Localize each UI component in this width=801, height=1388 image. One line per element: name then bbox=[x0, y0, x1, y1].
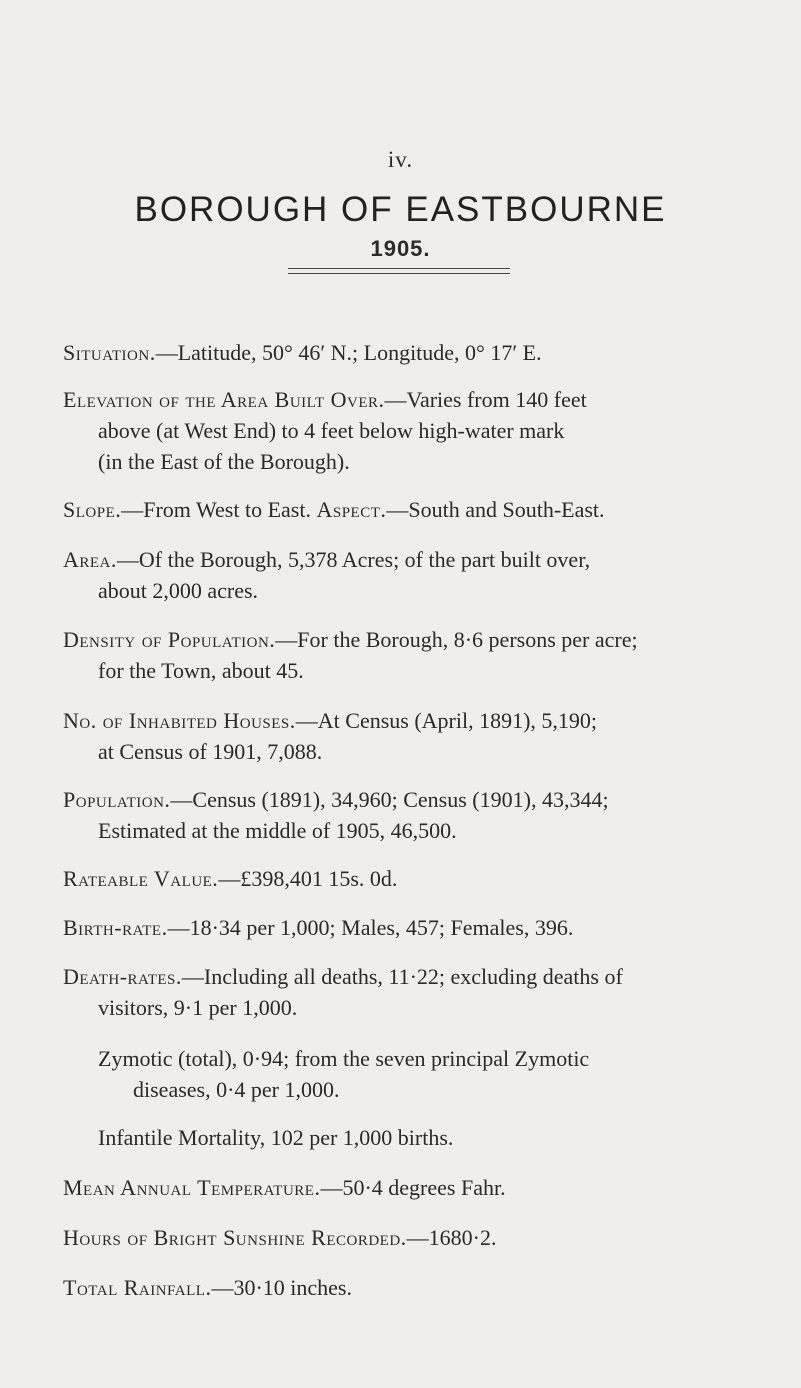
entry-text: —Latitude, 50° 46′ N.; Longitude, 0° 17′ E. bbox=[155, 340, 542, 365]
entry-text: —Including all deaths, 11·22; excluding deaths of bbox=[181, 964, 623, 989]
entry-heading: Aspect. bbox=[316, 497, 387, 522]
entry-text: —50·4 degrees Fahr. bbox=[320, 1175, 506, 1200]
entry-heading: Total Rainfall. bbox=[63, 1275, 212, 1300]
entry-area bbox=[63, 544, 763, 606]
entry-slope bbox=[63, 494, 763, 525]
entry-infantile-mortality bbox=[98, 1122, 798, 1153]
entry-text: —Varies from 140 feet bbox=[384, 387, 587, 412]
entry-heading: Mean Annual Temperature. bbox=[63, 1175, 321, 1200]
entry-text: about 2,000 acres. bbox=[98, 578, 259, 603]
entry-text: visitors, 9·1 per 1,000. bbox=[98, 995, 298, 1020]
entry-text: for the Town, about 45. bbox=[98, 658, 304, 683]
entry-population bbox=[63, 784, 763, 846]
entry-sunshine bbox=[63, 1222, 763, 1253]
entry-text: above (at West End) to 4 feet below high-water mark bbox=[98, 418, 565, 443]
entry-text: —18·34 per 1,000; Males, 457; Females, 396. bbox=[167, 915, 574, 940]
entry-heading: Death-rates. bbox=[63, 964, 182, 989]
entry-text: at Census of 1901, 7,088. bbox=[98, 739, 323, 764]
entry-text: —1680·2. bbox=[406, 1225, 497, 1250]
title-rule-top bbox=[288, 268, 510, 269]
entry-heading: Rateable Value. bbox=[63, 866, 219, 891]
entry-text: —From West to East. bbox=[121, 497, 317, 522]
entry-birth-rate bbox=[63, 912, 763, 943]
entry-text: Estimated at the middle of 1905, 46,500. bbox=[98, 818, 457, 843]
entry-text: —30·10 inches. bbox=[211, 1275, 352, 1300]
entry-heading: Area. bbox=[63, 547, 117, 572]
entry-zymotic bbox=[98, 1043, 798, 1105]
entry-heading: Elevation of the Area Built Over. bbox=[63, 387, 385, 412]
entry-text: Zymotic (total), 0·94; from the seven principal Zymotic bbox=[98, 1046, 590, 1071]
entry-heading: Slope. bbox=[63, 497, 122, 522]
entry-text: —For the Borough, 8·6 persons per acre; bbox=[275, 627, 638, 652]
entry-houses bbox=[63, 705, 763, 767]
entry-text: Infantile Mortality, 102 per 1,000 births. bbox=[98, 1125, 454, 1150]
page-number: iv. bbox=[387, 147, 414, 172]
entry-text: —Of the Borough, 5,378 Acres; of the part built over, bbox=[116, 547, 591, 572]
entry-heading: Birth-rate. bbox=[63, 915, 168, 940]
entry-temperature bbox=[63, 1172, 763, 1203]
entry-heading: Situation. bbox=[63, 340, 156, 365]
entry-text: —Census (1891), 34,960; Census (1901), 43,344; bbox=[170, 787, 609, 812]
entry-death-rates bbox=[63, 961, 763, 1023]
entry-heading: Population. bbox=[63, 787, 171, 812]
entry-rainfall bbox=[63, 1272, 763, 1303]
entry-text: (in the East of the Borough). bbox=[98, 449, 350, 474]
entry-text: —At Census (April, 1891), 5,190; bbox=[295, 708, 598, 733]
entry-heading: No. of Inhabited Houses. bbox=[63, 708, 296, 733]
entry-situation bbox=[63, 337, 763, 368]
entry-heading: Hours of Bright Sunshine Recorded. bbox=[63, 1225, 407, 1250]
entry-text: diseases, 0·4 per 1,000. bbox=[133, 1077, 340, 1102]
entry-elevation bbox=[63, 384, 763, 477]
entry-heading: Density of Population. bbox=[63, 627, 276, 652]
entry-rateable-value bbox=[63, 863, 763, 894]
report-year: 1905. bbox=[370, 236, 431, 261]
title-rule-bottom bbox=[288, 273, 510, 274]
entry-density bbox=[63, 624, 763, 686]
entry-text: —£398,401 15s. 0d. bbox=[218, 866, 398, 891]
page-title: BOROUGH OF EASTBOURNE bbox=[134, 190, 667, 229]
entry-text: —South and South-East. bbox=[386, 497, 605, 522]
